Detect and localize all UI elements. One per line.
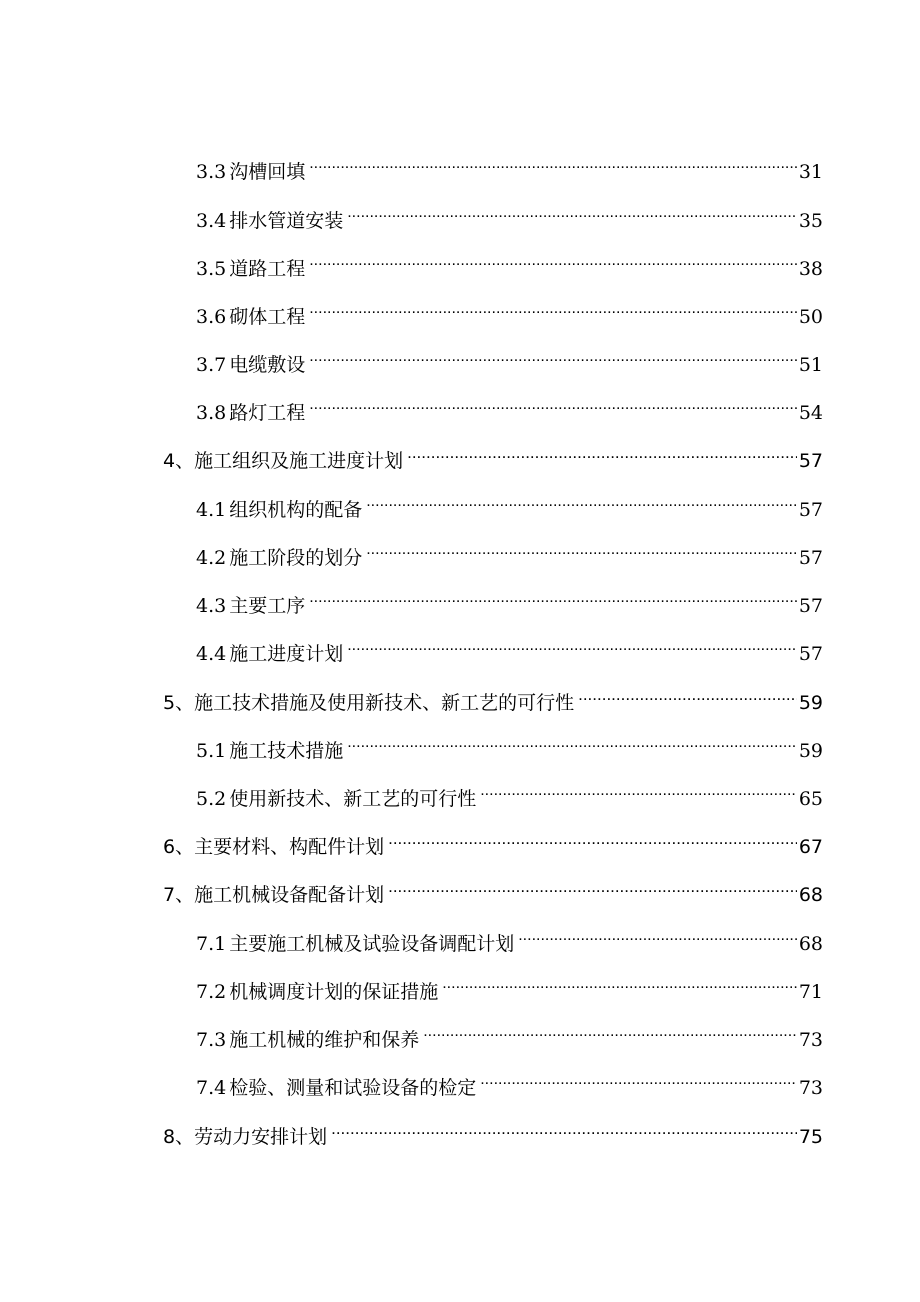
entry-title: 排水管道安装 [229, 210, 344, 232]
dot-leader [309, 150, 797, 178]
entry-page-number: 38 [798, 258, 823, 280]
dot-leader [347, 729, 797, 757]
entry-number: 7、 [163, 884, 195, 906]
entry-title: 路灯工程 [229, 402, 306, 424]
entry-page-number: 57 [798, 547, 823, 569]
entry-page-number: 68 [798, 933, 823, 955]
entry-title: 检验、测量和试验设备的检定 [229, 1077, 477, 1099]
entry-page-number: 31 [798, 161, 823, 183]
entry-page-number: 65 [798, 788, 823, 810]
entry-number: 4.4 [196, 643, 227, 665]
entry-title: 主要工序 [229, 595, 306, 617]
dot-leader [407, 439, 797, 467]
entry-number: 4.1 [196, 499, 227, 521]
entry-number: 3.6 [196, 306, 227, 328]
dot-leader [366, 488, 797, 516]
entry-number: 3.7 [196, 354, 227, 376]
toc-entry-5-2[interactable] [196, 777, 823, 810]
toc-entry-4-2[interactable] [196, 536, 823, 569]
toc-entry-4-3[interactable] [196, 584, 823, 617]
toc-entry-5[interactable] [163, 681, 823, 714]
entry-number: 4、 [163, 450, 195, 472]
entry-number: 7.2 [196, 981, 227, 1003]
entry-title: 劳动力安排计划 [194, 1126, 328, 1148]
entry-page-number: 67 [798, 836, 823, 858]
toc-entry-3-5[interactable] [196, 247, 823, 280]
entry-number: 4.2 [196, 547, 227, 569]
entry-page-number: 71 [798, 981, 823, 1003]
toc-entry-7-3[interactable] [196, 1018, 823, 1051]
dot-leader [388, 873, 797, 901]
entry-title: 施工技术措施 [229, 740, 344, 762]
dot-leader [442, 970, 797, 998]
entry-title: 施工进度计划 [229, 643, 344, 665]
entry-number: 7.3 [196, 1029, 227, 1051]
entry-number: 3.3 [196, 161, 227, 183]
dot-leader [309, 584, 797, 612]
dot-leader [331, 1115, 797, 1143]
dot-leader [480, 1066, 797, 1094]
toc-entry-4-1[interactable] [196, 488, 823, 521]
toc-entry-3-8[interactable] [196, 391, 823, 424]
entry-number: 4.3 [196, 595, 227, 617]
toc-entry-8[interactable] [163, 1115, 823, 1148]
entry-number: 3.5 [196, 258, 227, 280]
entry-title: 组织机构的配备 [229, 499, 363, 521]
entry-page-number: 57 [798, 450, 823, 472]
entry-title: 施工机械的维护和保养 [229, 1029, 420, 1051]
toc-entry-7-4[interactable] [196, 1066, 823, 1099]
entry-number: 7.4 [196, 1077, 227, 1099]
entry-title: 施工技术措施及使用新技术、新工艺的可行性 [194, 692, 575, 714]
toc-entry-7-1[interactable] [196, 922, 823, 955]
entry-title: 施工阶段的划分 [229, 547, 363, 569]
entry-page-number: 59 [798, 740, 823, 762]
entry-number: 8、 [163, 1126, 195, 1148]
entry-title: 砌体工程 [229, 306, 306, 328]
dot-leader [309, 295, 797, 323]
dot-leader [309, 343, 797, 371]
entry-page-number: 73 [798, 1077, 823, 1099]
entry-title: 机械调度计划的保证措施 [229, 981, 439, 1003]
dot-leader [347, 632, 797, 660]
toc-entry-4[interactable] [163, 439, 823, 472]
toc-entry-7-2[interactable] [196, 970, 823, 1003]
entry-page-number: 59 [798, 692, 823, 714]
entry-page-number: 57 [798, 499, 823, 521]
toc-entry-3-7[interactable] [196, 343, 823, 376]
entry-page-number: 57 [798, 643, 823, 665]
entry-page-number: 57 [798, 595, 823, 617]
entry-page-number: 73 [798, 1029, 823, 1051]
entry-number: 5、 [163, 692, 195, 714]
entry-title: 电缆敷设 [229, 354, 306, 376]
dot-leader [578, 681, 797, 709]
entry-page-number: 68 [798, 884, 823, 906]
dot-leader [388, 825, 797, 853]
entry-page-number: 35 [798, 210, 823, 232]
entry-page-number: 51 [798, 354, 823, 376]
dot-leader [518, 922, 797, 950]
entry-number: 6、 [163, 836, 195, 858]
entry-title: 主要材料、构配件计划 [194, 836, 385, 858]
dot-leader [309, 391, 797, 419]
dot-leader [309, 247, 797, 275]
entry-number: 7.1 [196, 933, 227, 955]
entry-page-number: 75 [798, 1126, 823, 1148]
entry-title: 沟槽回填 [229, 161, 306, 183]
dot-leader [480, 777, 797, 805]
entry-number: 5.1 [196, 740, 227, 762]
entry-page-number: 54 [798, 402, 823, 424]
toc-entry-7[interactable] [163, 873, 823, 906]
entry-number: 3.8 [196, 402, 227, 424]
entry-title: 施工机械设备配备计划 [194, 884, 385, 906]
toc-entry-3-3[interactable] [196, 150, 823, 183]
dot-leader [423, 1018, 797, 1046]
toc-entry-6[interactable] [163, 825, 823, 858]
entry-number: 5.2 [196, 788, 227, 810]
entry-title: 施工组织及施工进度计划 [194, 450, 404, 472]
dot-leader [347, 199, 797, 227]
toc-entry-4-4[interactable] [196, 632, 823, 665]
dot-leader [366, 536, 797, 564]
entry-number: 3.4 [196, 210, 227, 232]
entry-title: 道路工程 [229, 258, 306, 280]
entry-page-number: 50 [798, 306, 823, 328]
entry-title: 主要施工机械及试验设备调配计划 [229, 933, 515, 955]
toc-entry-3-4[interactable] [196, 199, 823, 232]
entry-title: 使用新技术、新工艺的可行性 [229, 788, 477, 810]
toc-entry-5-1[interactable] [196, 729, 823, 762]
toc-entry-3-6[interactable] [196, 295, 823, 328]
